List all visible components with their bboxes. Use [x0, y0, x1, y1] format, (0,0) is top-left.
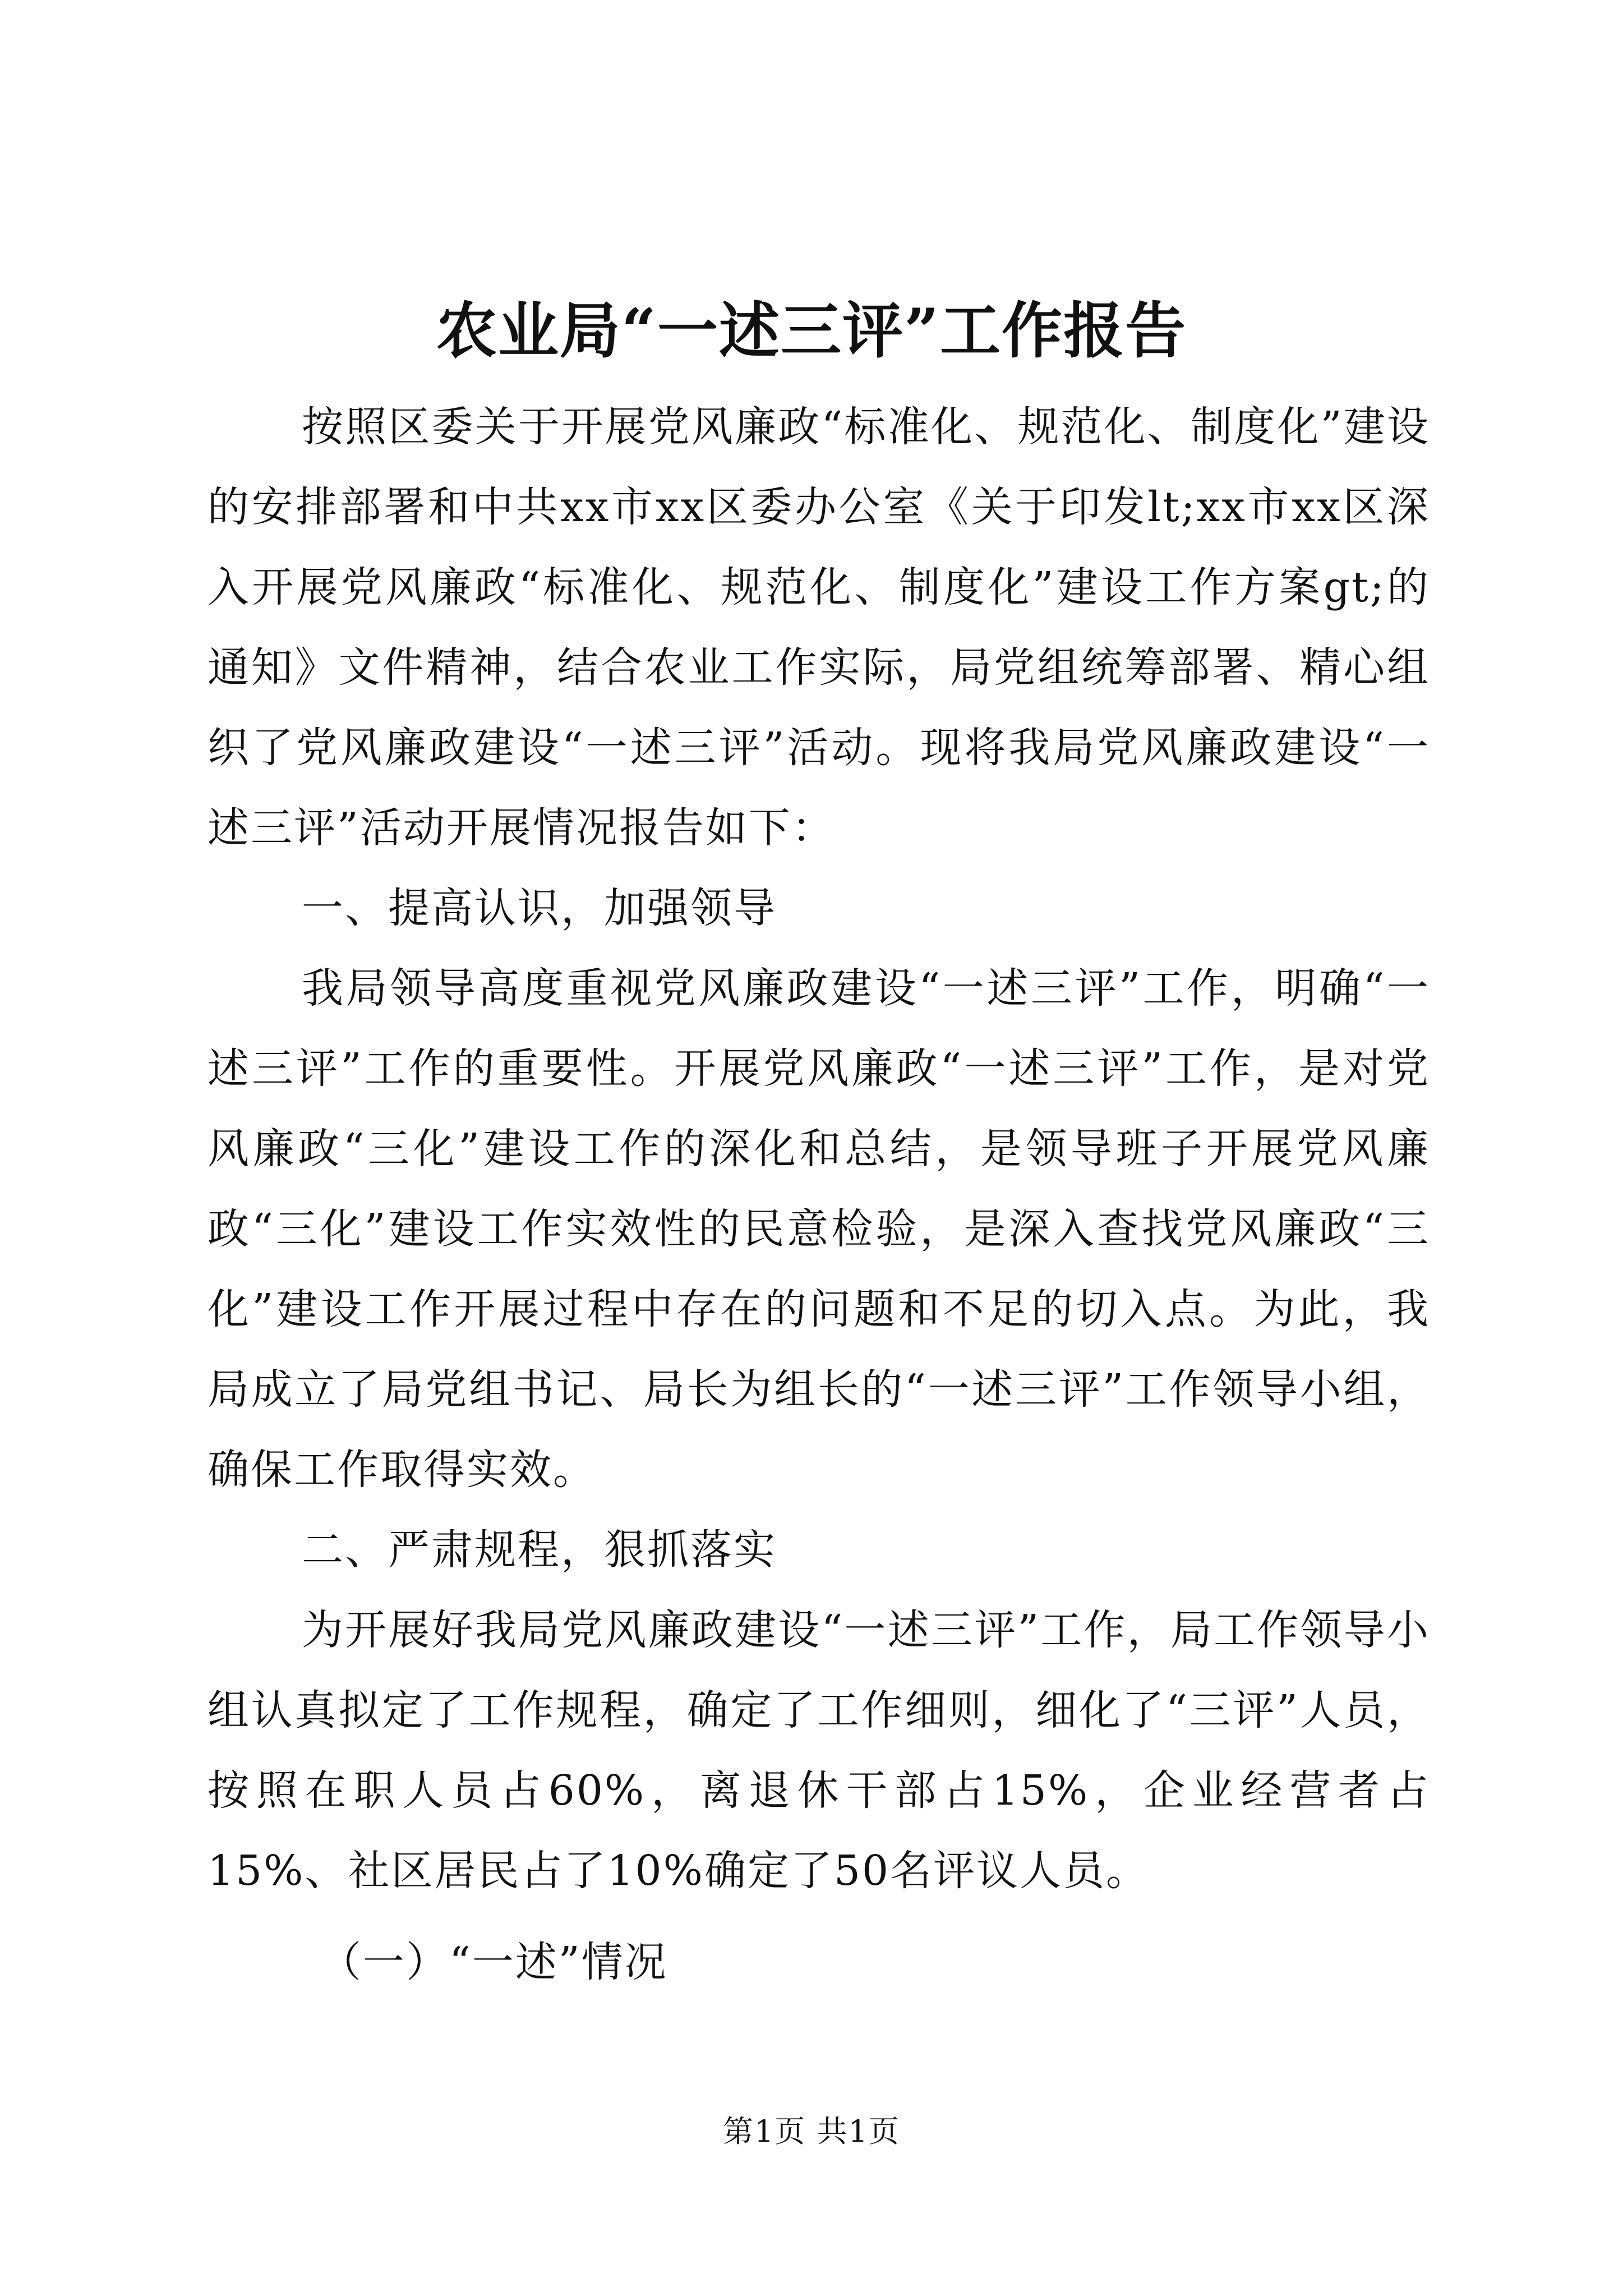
document-title: 农业局“一述三评”工作报告	[436, 296, 1187, 366]
section-heading-2: 二、严肃规程，狠抓落实	[302, 1526, 777, 1574]
document-body	[208, 387, 1430, 2003]
section-2-paragraph: 为开展好我局党风廉政建设“一述三评”工作，局工作领导小组认真拟定了工作规程，确定了工作细则，细化了“三评”人员，按照在职人员占60%，离退休干部占15%，企业经营者占15%、社区居民占了10%确定了50名评议人员。	[208, 1606, 1430, 1895]
intro-paragraph: 按照区委关于开展党风廉政“标准化、规范化、制度化”建设的安排部署和中共xx市xx区委办公室《关于印发lt;xx市xx区深入开展党风廉政“标准化、规范化、制度化”建设工作方案gt;的通知》文件精神，结合农业工作实际，局党组统筹部署、精心组织了党风廉政建设“一述三评”活动。现将我局党风廉政建设“一述三评”活动开展情况报告如下：	[208, 403, 1430, 852]
page-footer: 第1页 共1页	[723, 2114, 900, 2149]
section-heading-1: 一、提高认识，加强领导	[302, 884, 777, 932]
subsection-heading-1: （一）“一述”情况	[320, 1938, 668, 1986]
section-1-paragraph: 我局领导高度重视党风廉政建设“一述三评”工作，明确“一述三评”工作的重要性。开展党风廉政“一述三评”工作，是对党风廉政“三化”建设工作的深化和总结，是领导班子开展党风廉政“三化”建设工作实效性的民意检验，是深入查找党风廉政“三化”建设工作开展过程中存在的问题和不足的切入点。为此，我局成立了局党组书记、局长为组长的“一述三评”工作领导小组，确保工作取得实效。	[208, 964, 1430, 1494]
